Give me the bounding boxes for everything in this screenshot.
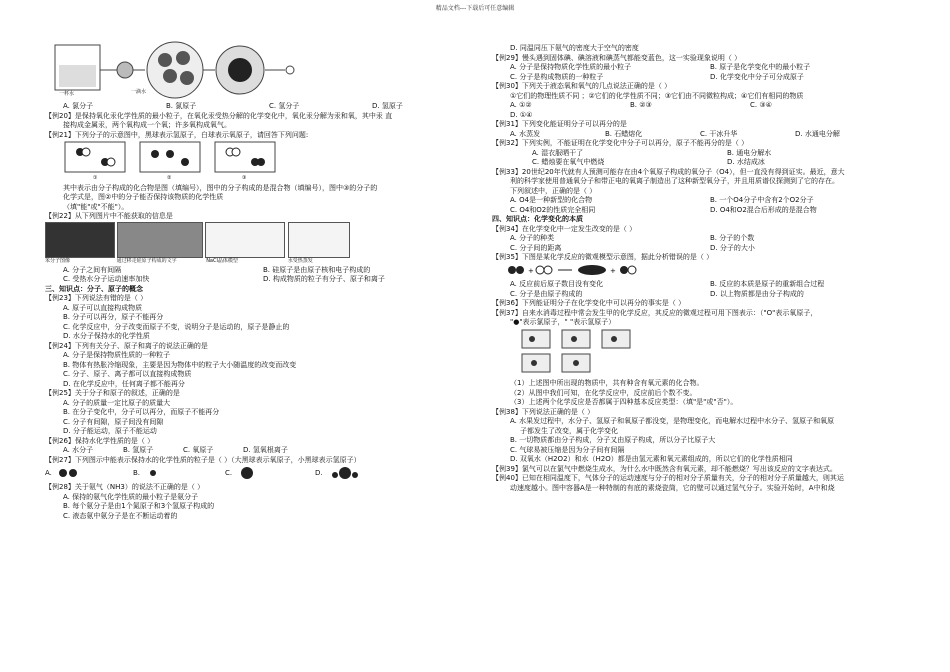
water-molecule-figure (45, 40, 345, 102)
q26-options: A. 水分子 B. 氢原子 C. 氧原子 D. 氢氧根离子 (63, 446, 288, 454)
option-row: A. O4是一种新型的化合物 B. 一个O4分子中含有2个O2分子 (510, 196, 814, 204)
q24-opt-a: A. 分子是保持物质性质的一种粒子 (63, 351, 171, 359)
q28-opt-a: A. 保持的氨气化学性质的最小粒子是氨分子 (63, 492, 199, 501)
text-line: 【例30】下列关于液态氧和氧气的几点说法正确的是（ ） (492, 82, 672, 90)
q27-text: 【例27】下列图示中能表示保持水的化学性质的粒子是（ ）（大黑球表示氧原子，小黑球表示氢原子） (45, 455, 361, 464)
q19-options: A. 氯分子 B. 氯原子 C. 氢分子 D. 氢原子 (63, 102, 403, 110)
text-line: 子都发生了改变，属于化学变化 (520, 426, 618, 435)
text-line: 【例39】氯气可以在氯气中燃烧生成水，为什么水中既然含有氧元素，却不能燃烧？写出该反应的文字表达式。 (492, 464, 837, 473)
option-row: A. 分子的种类 B. 分子的个数 (510, 234, 755, 242)
option-row: C. 蜡烛要在氧气中燃烧 D. 水结成冰 (532, 158, 765, 166)
q27-c-molecule (237, 465, 267, 481)
section-3-title: 三、知识点：分子、原子的概念 (45, 284, 143, 293)
q23-text: 【例23】下列说法有错的是（ ） (45, 294, 148, 302)
q23-opt-b: B. 分子可以再分，原子不能再分 (63, 313, 164, 321)
q25-opt-c: C. 分子有间隙，原子间没有间隙 (63, 417, 164, 426)
option-row: A. ①② B. ②③ C. ③④ (510, 101, 772, 109)
q20-line2: 接构成金属汞，两个氧构成一个氧；许多氧构成氧气。 (63, 121, 231, 129)
nacl-crystal-image (205, 222, 285, 258)
q20-line1: 【例20】是保持氧化汞化学性质的最小粒子，在氧化汞受热分解的化学变化中，氧化汞分解为汞和氧，其中汞 直 (45, 111, 393, 120)
text-line: 【例31】下列变化能证明分子可以再分的是 (492, 120, 627, 128)
svg-text:+: + (610, 266, 616, 275)
fig-label-cup: 一杯水 (59, 91, 75, 97)
option-row: A. 分子是保持物质化学性质的最小粒子 B. 原子是化学变化中的最小粒子 (510, 63, 811, 71)
water-evaporation-image (288, 222, 350, 258)
q21-molecule-diagrams (45, 140, 305, 180)
q21-sub2: 化学式是，图②中的分子能否保持该物质的化学性质 (63, 193, 224, 201)
option-row: C. O4和O2的性质完全相同 D. O4和O2混合后形成的是混合物 (510, 205, 817, 214)
q24-opt-b: B. 物体有热胀冷缩现象，主要是因为物体中的粒子大小随温度的改变而改变 (63, 360, 297, 369)
text-line: "●"表示氯原子，" "表示氢原子） (510, 318, 616, 326)
option-row: C. 分子是构成物质的一种粒子 D. 化学变化中分子可分成原子 (510, 72, 804, 81)
q28-text: 【例28】关于氨气（NH3）的说法不正确的是（ ） (45, 483, 205, 491)
q25-opt-d: D. 分子能运动，原子不能运动 (63, 427, 157, 435)
q25-text: 【例25】关于分子和原子的叙述，正确的是 (45, 389, 180, 397)
top-figure (45, 40, 475, 102)
option-row: A. 湿衣服晒干了 B. 通电分解水 (532, 148, 772, 157)
option-row: A. 水蒸发 B. 石蜡熔化 C. 干冰升华 D. 水通电分解 (510, 129, 840, 138)
svg-text:②: ② (167, 175, 172, 180)
text-line: 下列叙述中，正确的是（ ） (510, 186, 597, 195)
q24-text: 【例24】下列有关分子、原子和离子的说法正确的是 (45, 341, 208, 350)
text-line: （3）上述两个化学反应是否都属于四种基本反应类型：（填"是"或"否"）。 (510, 398, 738, 406)
text-line: D. 同温同压下氨气的密度大于空气的密度 (510, 44, 639, 52)
q22-text: 【例22】从下列图片中不能获取的信息是 (45, 212, 173, 220)
benzene-image (45, 222, 115, 258)
text-line: 利的科学家使用普通氧分子和带正电的氧离子制造出了这种新型氧分子，并且用质谱仪探测到了它的存在。 (510, 177, 839, 185)
q28-opt-b: B. 每个氨分子是由1个氮原子和3个氢原子构成的 (63, 502, 215, 510)
text-line: 动速度越小。图中容器A是一种特制的有底的素烧瓷筒，它的壁可以通过氢气分子。实验开始时，A中和烧 (510, 483, 835, 492)
text-line: 【例34】在化学变化中一定发生改变的是（ ） (492, 224, 637, 233)
text-line: 【例33】20世纪20年代就有人预测可能存在由4个氧原子构成的氧分子（O4），但一直没有得到证实。最近，意大 (492, 167, 845, 176)
q23-opt-a: A. 原子可以直接构成物质 (63, 303, 143, 312)
text-line: 【例36】下列能证明分子在化学变化中可以再分的事实是（ ） (492, 299, 686, 307)
q23-opt-d: D. 水分子保持水的化学性质 (63, 332, 150, 340)
section-title: 四、知识点：化学变化的本质 (492, 215, 583, 223)
q27-d-molecule (327, 465, 367, 481)
text-line: （1）上述图中所出现的物质中，共有种含有氧元素的化合物。 (510, 379, 704, 387)
text-line: B. 一切物质都由分子构成，分子又由原子构成，所以分子比原子大 (510, 436, 716, 444)
text-line: C. 气球易被压缩是因为分子间有间隔 (510, 445, 625, 454)
fig-label-drop: 一滴水 (131, 89, 147, 95)
q35-reaction-diagram (492, 263, 922, 281)
text-line: D. 双氧水（H2O2）和水（H2O）都是由氢元素和氧元素组成的，所以它们的化学性质相同 (510, 455, 793, 463)
q27-options: A. B. C. D. (45, 465, 475, 483)
q28-opt-c: C. 液态氨中氨分子是在不断运动着的 (63, 511, 178, 520)
q22-options-row1: A. 分子之间有间隔 B. 硅原子是由原子核和电子构成的 (63, 265, 371, 274)
text-line: （2）从图中我们可知，在化学反应中，反应前后个数不变。 (510, 388, 697, 397)
page-header: 精品文档---下载后可任意编辑 (435, 5, 515, 12)
q21-text: 【例21】下列分子的示意图中，黑球表示氢原子，白球表示氧原子，请回答下列问题: (45, 130, 309, 139)
text-line: 【例35】下图是某化学反应的微观模型示意图，据此分析错误的是（ ） (492, 253, 714, 261)
q22-options-row2: C. 受热水分子运动速率加快 D. 构成物质的粒子有分子、原子和离子 (63, 275, 385, 283)
text-line: 【例37】自来水消毒过程中常会发生甲的化学反应，其反应的微观过程可用下图表示：（"O"表示氧原子， (492, 308, 818, 317)
svg-text:+: + (528, 266, 534, 275)
right-column (492, 44, 922, 493)
text-line: 【例40】已知在相同温度下，气体分子的运动速度与分子的相对分子质量有关，分子的相对分子质量越大，则其运 (492, 474, 844, 482)
q22-images: 苯分子图像 通过移走硅原子构成的文字 NaCl晶体模型 水受热蒸发 (45, 222, 475, 266)
svg-text:①: ① (93, 175, 98, 180)
option-row: C. 分子间的距离 D. 分子的大小 (510, 243, 755, 252)
option-row: A. 反应前后原子数目没有变化 B. 反应的本质是原子的重新组合过程 (510, 280, 825, 288)
q27-b-molecule (145, 465, 175, 481)
q26-text: 【例26】保持水化学性质的是（ ） (45, 436, 155, 445)
text-line: 【例29】慢头遇到固体碘、碘溶液和碘蒸气都能变蓝色，这一实验现象说明（ ） (492, 53, 742, 62)
text-line: ①它们的物理性质不同 ；②它们的化学性质不同；③它们由不同微粒构成；④它们有相同的物质 (510, 91, 804, 100)
text-line: D. ①④ (510, 110, 533, 119)
left-column (45, 40, 475, 521)
svg-text:③: ③ (242, 175, 247, 180)
option-row: C. 分子是由原子构成的 D. 以上物质都是由分子构成的 (510, 289, 804, 298)
q21-sub1: 其中表示由分子构成的化合物是图（填编号），图中的分子构成的是混合物（填编号），图中③的分子的 (63, 183, 378, 192)
text-line: A. 水果发过程中，水分子、氢原子和氧原子都没变，是物理变化，而电解水过程中水分子、氢原子和氧原 (510, 417, 835, 425)
q37-reaction-diagram (492, 328, 922, 380)
text-line: 【例38】下列说法正确的是（ ） (492, 407, 595, 416)
q25-opt-b: B. 在分子变化中，分子可以再分，而原子不能再分 (63, 408, 220, 416)
silicon-text-image (117, 222, 203, 258)
text-line: 【例32】下列实例，不能证明在化学变化中分子可以再分，原子不能再分的是（ ） (492, 139, 749, 147)
q25-opt-a: A. 分子的质量一定比原子的质量大 (63, 398, 171, 407)
q24-opt-c: C. 分子、原子、离子都可以直接构成物质 (63, 370, 192, 378)
q23-opt-c: C. 化学反应中，分子改变而原子不变，说明分子是运动的，原子是静止的 (63, 322, 290, 331)
q24-opt-d: D. 在化学反应中，任何离子都不能再分 (63, 379, 185, 388)
q27-a-molecule (55, 465, 85, 481)
q21-sub3: （填"能"或"不能"）。 (63, 202, 129, 211)
